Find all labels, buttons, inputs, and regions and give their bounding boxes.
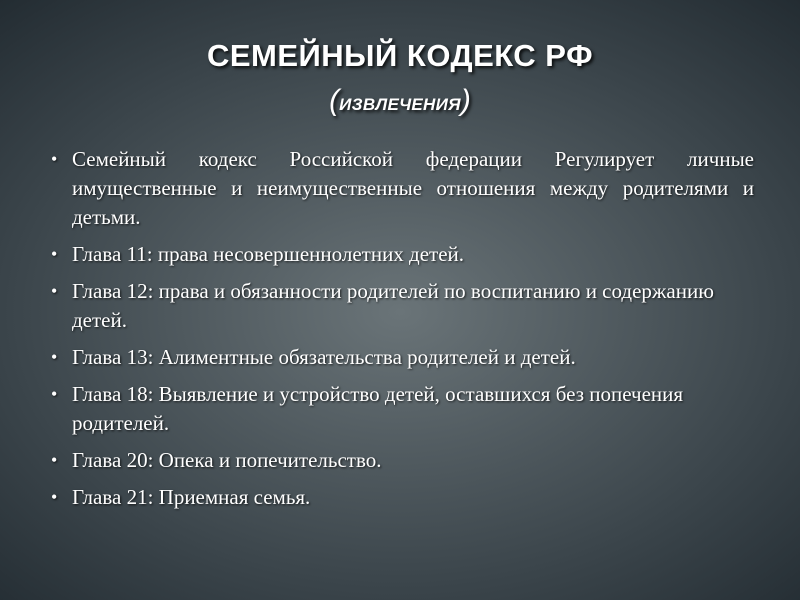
bullet-icon: •	[51, 149, 58, 169]
list-item	[48, 343, 754, 372]
list-item-text: Глава 18: Выявление и устройство детей, оставшихся без попечения родителей.	[72, 382, 684, 435]
list-item	[48, 446, 754, 475]
subtitle-text: ИЗВЛЕЧЕНИЯ	[339, 95, 461, 114]
list-item-text: Семейный кодекс Российской федерации Регулирует личные имущественные и неимущественные отношения между родителями и детьми.	[72, 147, 754, 229]
list-item-text: Глава 11: права несовершеннолетних детей.	[72, 242, 465, 266]
bullet-list	[48, 145, 754, 520]
list-item	[48, 380, 754, 438]
slide-title: СЕМЕЙНЫЙ КОДЕКС РФ	[206, 38, 594, 73]
list-item-text: Глава 20: Опека и попечительство.	[72, 448, 382, 472]
list-item	[48, 277, 754, 335]
list-item	[48, 483, 754, 512]
bullet-icon: •	[51, 347, 58, 367]
list-item-text: Глава 13: Алиментные обязательства родителей и детей.	[72, 345, 576, 369]
slide-subtitle	[0, 81, 800, 126]
bullet-icon: •	[51, 384, 58, 404]
list-item	[48, 240, 754, 269]
bullet-icon: •	[51, 487, 58, 507]
bullet-icon: •	[51, 450, 58, 470]
bullet-icon: •	[51, 244, 58, 264]
list-item-text: Глава 21: Приемная семья.	[72, 485, 311, 509]
list-item-text: Глава 12: права и обязанности родителей по воспитанию и содержанию детей.	[72, 279, 714, 332]
subtitle-open-paren: (	[329, 84, 340, 117]
bullet-icon: •	[51, 281, 58, 301]
subtitle-close-paren: )	[460, 84, 471, 117]
list-item	[48, 145, 754, 232]
